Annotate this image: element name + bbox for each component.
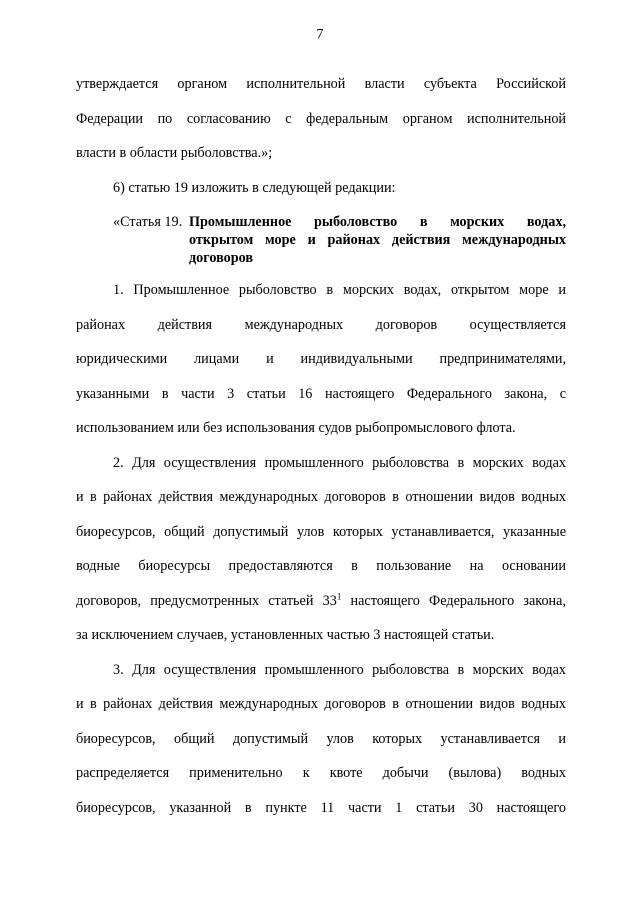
paragraph-1-line: районах действия международных договоров осуществляется [76, 317, 566, 333]
page-number: 7 [316, 27, 324, 42]
text-line: Федерации по согласованию с федеральным органом исполнительной [76, 111, 566, 127]
text-fragment: настоящего Федерального закона, [341, 593, 566, 609]
paragraph-1-line: использованием или без использования судов рыбопромыслового флота. [76, 420, 516, 436]
paragraph-3-line: 3. Для осуществления промышленного рыболовства в морских водах [113, 662, 566, 678]
amendment-instruction: 6) статью 19 изложить в следующей редакции: [113, 180, 396, 196]
superscript: 1 [336, 591, 342, 602]
paragraph-2-line: водные биоресурсы предоставляются в пользование на основании [76, 558, 566, 574]
article-title-line: открытом море и районах действия международных [189, 232, 566, 248]
paragraph-3-line: и в районах действия международных договоров в отношении видов водных [76, 696, 566, 712]
text-fragment: договоров, предусмотренных статьей 33 [76, 593, 337, 609]
article-title-line: договоров [189, 250, 254, 266]
paragraph-3-line: биоресурсов, общий допустимый улов которых устанавливается и [76, 731, 566, 747]
paragraph-2-line: биоресурсов, общий допустимый улов которых устанавливается, указанные [76, 524, 566, 540]
text-line: утверждается органом исполнительной власти субъекта Российской [76, 76, 566, 92]
paragraph-1-line: указанными в части 3 статьи 16 настоящего Федерального закона, с [76, 386, 566, 402]
paragraph-2-line: 2. Для осуществления промышленного рыболовства в морских водах [113, 455, 566, 471]
paragraph-3-line: распределяется применительно к квоте добычи (вылова) водных [76, 765, 566, 781]
article-number: «Статья 19. [113, 214, 183, 230]
paragraph-2-line: за исключением случаев, установленных частью 3 настоящей статьи. [76, 627, 495, 643]
paragraph-2-line [76, 592, 566, 610]
paragraph-1-line: 1. Промышленное рыболовство в морских водах, открытом море и [113, 282, 566, 298]
paragraph-3-line: биоресурсов, указанной в пункте 11 части 1 статьи 30 настоящего [76, 800, 566, 816]
paragraph-2-line: и в районах действия международных договоров в отношении видов водных [76, 489, 566, 505]
text-line: власти в области рыболовства.»; [76, 145, 273, 161]
article-title [189, 213, 566, 267]
paragraph-1-line: юридическими лицами и индивидуальными предпринимателями, [76, 351, 566, 367]
article-title-line: Промышленное рыболовство в морских водах, [189, 214, 566, 230]
